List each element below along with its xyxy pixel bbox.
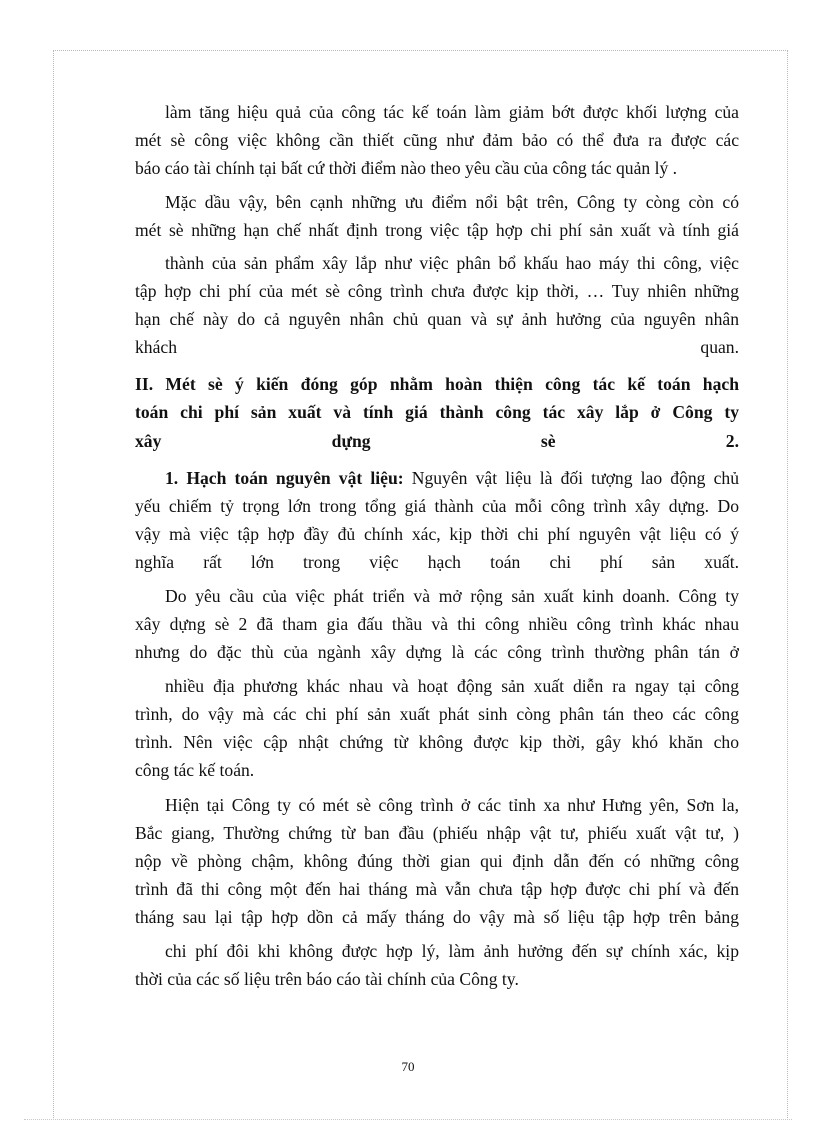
body-line: Mặc dầu vậy, bên cạnh những ưu điểm nổi bật trên, Công ty còng còn có	[165, 192, 739, 212]
body-line: nhưng do đặc thù của ngành xây dựng là các công trình thường phân tán ở	[135, 642, 739, 662]
body-line: nộp về phòng chậm, không đúng thời gian qui định dẫn đến có những công	[135, 851, 739, 871]
body-line: Hiện tại Công ty có mét sè công trình ở các tỉnh xa như Hưng yên, Sơn la,	[165, 795, 739, 815]
body-line: Do yêu cầu của việc phát triển và mở rộng sản xuất kinh doanh. Công ty	[165, 586, 739, 606]
body-line: hạn chế này do cả nguyên nhân chủ quan và sự ảnh hưởng của nguyên nhân	[135, 309, 739, 329]
subsection-title: 1. Hạch toán nguyên vật liệu:	[165, 468, 404, 488]
subsection-text: Nguyên vật liệu là đối tượng lao động chủ	[403, 468, 739, 488]
body-line: tháng sau lại tập hợp dồn cả mấy tháng do vậy mà số liệu tập hợp trên bảng	[135, 907, 739, 927]
page-number: 70	[401, 1059, 415, 1074]
body-line: mét sè những hạn chế nhất định trong việc tập hợp chi phí sản xuất và tính giá	[135, 220, 739, 240]
section-heading-line: toán chi phí sản xuất và tính giá thành công tác xây lắp ở Công ty	[135, 402, 739, 422]
body-line: trình, do vậy mà các chi phí sản xuất phát sinh còng phân tán theo các công	[135, 704, 739, 724]
body-line: nghĩa rất lớn trong việc hạch toán chi phí sản xuất.	[135, 552, 739, 572]
body-line: làm tăng hiệu quả của công tác kế toán làm giảm bớt được khối lượng của	[165, 102, 739, 122]
body-line: vậy mà việc tập hợp đầy đủ chính xác, kịp thời chi phí nguyên vật liệu có ý	[135, 524, 739, 544]
body-line: thời của các số liệu trên báo cáo tài chính của Công ty.	[135, 969, 519, 989]
body-line: báo cáo tài chính tại bất cứ thời điểm nào theo yêu cầu của công tác quản lý .	[135, 158, 678, 178]
body-line: khách quan.	[135, 337, 739, 357]
body-line: tập hợp chi phí của mét sè công trình chưa được kịp thời, … Tuy nhiên những	[135, 281, 739, 301]
body-line: chi phí đôi khi không được hợp lý, làm ảnh hưởng đến sự chính xác, kịp	[165, 941, 739, 961]
subsection-line	[165, 465, 739, 491]
body-line: Bắc giang, Thường chứng từ ban đầu (phiếu nhập vật tư, phiếu xuất vật tư, )	[135, 823, 739, 843]
bottom-dotted-rule	[24, 1119, 792, 1120]
body-line: trình. Nên việc cập nhật chứng từ không được kịp thời, gây khó khăn cho	[135, 732, 739, 752]
body-line: công tác kế toán.	[135, 760, 255, 780]
body-line: mét sè công việc không cần thiết cũng như đảm bảo có thể đưa ra được các	[135, 130, 739, 150]
body-line: thành của sản phẩm xây lắp như việc phân bổ khấu hao máy thi công, việc	[165, 253, 739, 273]
section-heading-line: II. Mét sè ý kiến đóng góp nhằm hoàn thiện công tác kế toán hạch	[135, 374, 739, 394]
body-line: nhiều địa phương khác nhau và hoạt động sản xuất diễn ra ngay tại công	[165, 676, 739, 696]
body-line: trình đã thi công một đến hai tháng mà vẫn chưa tập hợp được chi phí và đến	[135, 879, 739, 899]
body-line: xây dựng sè 2 đã tham gia đấu thầu và thi công nhiều công trình khác nhau	[135, 614, 739, 634]
section-heading-line: xây dựng sè 2.	[135, 431, 739, 451]
body-line: yếu chiếm tỷ trọng lớn trong tổng giá thành của mỗi công trình xây dựng. Do	[135, 496, 739, 516]
